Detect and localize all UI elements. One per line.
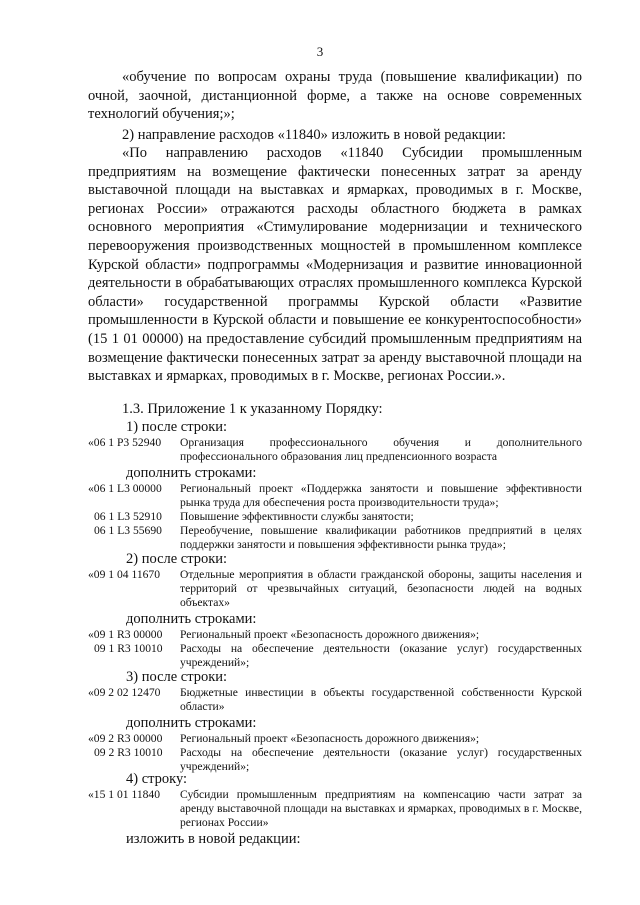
section-3-add-heading: дополнить строками: [126, 715, 257, 731]
row-code: «09 1 R3 00000 [88, 628, 163, 641]
table-row [88, 732, 582, 746]
row-description: Расходы на обеспечение деятельности (оказание услуг) государственных учреждений»; [180, 746, 582, 773]
row-code: 09 1 R3 10010 [94, 642, 163, 655]
table-row [88, 568, 582, 610]
table-row [88, 436, 582, 464]
section-1-add-heading: дополнить строками: [126, 465, 257, 481]
row-code: «06 1 L3 00000 [88, 482, 162, 495]
paragraph-expense-description: «По направлению расходов «11840 Субсидии промышленным предприятиям на возмещение фактически понесенных затрат за аренду выставочной площади на выставках и ярмарках, проводимых в г. Москве, регионах России» отражаются расходы областного бюджета в рамках основного мероприятия «Стимулирование модернизации и технического перевооружения производственных мощностей в промышленном комплексе Курской области» подпрограммы «Модернизация и развитие инновационной деятельности в обрабатывающих отраслях промышленного комплекса Курской области» государственной программы Курской области «Развитие промышленности в Курской области и повышение ее конкурентоспособности» (15 1 01 00000) на предоставление субсидий промышленным предприятиям на возмещение фактически понесенных затрат за аренду выставочной площади на выставках и ярмарках, проводимых в г. Москве, регионах России.». [88, 145, 582, 385]
row-code: «09 1 04 11670 [88, 568, 161, 581]
section-2-heading: 2) после строки: [126, 551, 228, 567]
row-code: 09 2 R3 10010 [94, 746, 163, 759]
row-code: 06 1 L3 55690 [94, 524, 162, 537]
row-description: Повышение эффективности службы занятости; [180, 510, 414, 523]
table-row [88, 686, 582, 714]
table-row [88, 628, 582, 642]
row-description: Субсидии промышленным предприятиям на компенсацию части затрат за аренду выставочной площади на выставках и ярмарках, проводимых в г. Москве, регионах России» [180, 788, 582, 829]
section-2-add-heading: дополнить строками: [126, 611, 257, 627]
section-3 [88, 668, 582, 774]
section-1 [88, 418, 582, 552]
row-description: Организация профессионального обучения и дополнительного профессионального образования лиц предпенсионного возраста [180, 436, 582, 463]
row-description: Отдельные мероприятия в области гражданской обороны, защиты населения и территорий от чрезвычайных ситуаций, безопасности людей на водных объектах» [180, 568, 582, 609]
table-row [88, 642, 582, 670]
row-code: «06 1 P3 52940 [88, 436, 162, 449]
row-description: Расходы на обеспечение деятельности (оказание услуг) государственных учреждений»; [180, 642, 582, 669]
table-row [88, 524, 582, 552]
section-3-heading: 3) после строки: [126, 669, 228, 685]
row-code: 06 1 L3 52910 [94, 510, 162, 523]
page-number: 3 [316, 44, 324, 59]
row-description: Региональный проект «Безопасность дорожного движения»; [180, 628, 480, 641]
section-4-tail: изложить в новой редакции: [126, 831, 301, 847]
paragraph-training-quote: «обучение по вопросам охраны труда (повышение квалификации) по очной, заочной, дистанционной форме, а также на основе современных технологий обучения;»; [88, 69, 582, 123]
table-row [88, 510, 582, 524]
row-description: Переобучение, повышение квалификации работников предприятий в целях поддержки занятости и повышения эффективности рынка труда»; [180, 524, 582, 551]
section-1-heading: 1) после строки: [126, 419, 228, 435]
section-2 [88, 550, 582, 670]
row-description: Бюджетные инвестиции в объекты государственной собственности Курской области» [180, 686, 582, 713]
table-row [88, 482, 582, 510]
paragraph-expense-direction: 2) направление расходов «11840» изложить в новой редакции: [122, 127, 506, 143]
table-row [88, 788, 582, 830]
row-code: «09 2 R3 00000 [88, 732, 163, 745]
row-code: «09 2 02 12470 [88, 686, 161, 699]
section-heading-1-3: 1.3. Приложение 1 к указанному Порядку: [122, 401, 383, 417]
row-description: Региональный проект «Безопасность дорожного движения»; [180, 732, 480, 745]
section-4-heading: 4) строку: [126, 771, 188, 787]
row-code: «15 1 01 11840 [88, 788, 161, 801]
row-description: Региональный проект «Поддержка занятости и повышение эффективности рынка труда для обеспечения роста производительности труда»; [180, 482, 582, 509]
section-4 [88, 770, 582, 848]
